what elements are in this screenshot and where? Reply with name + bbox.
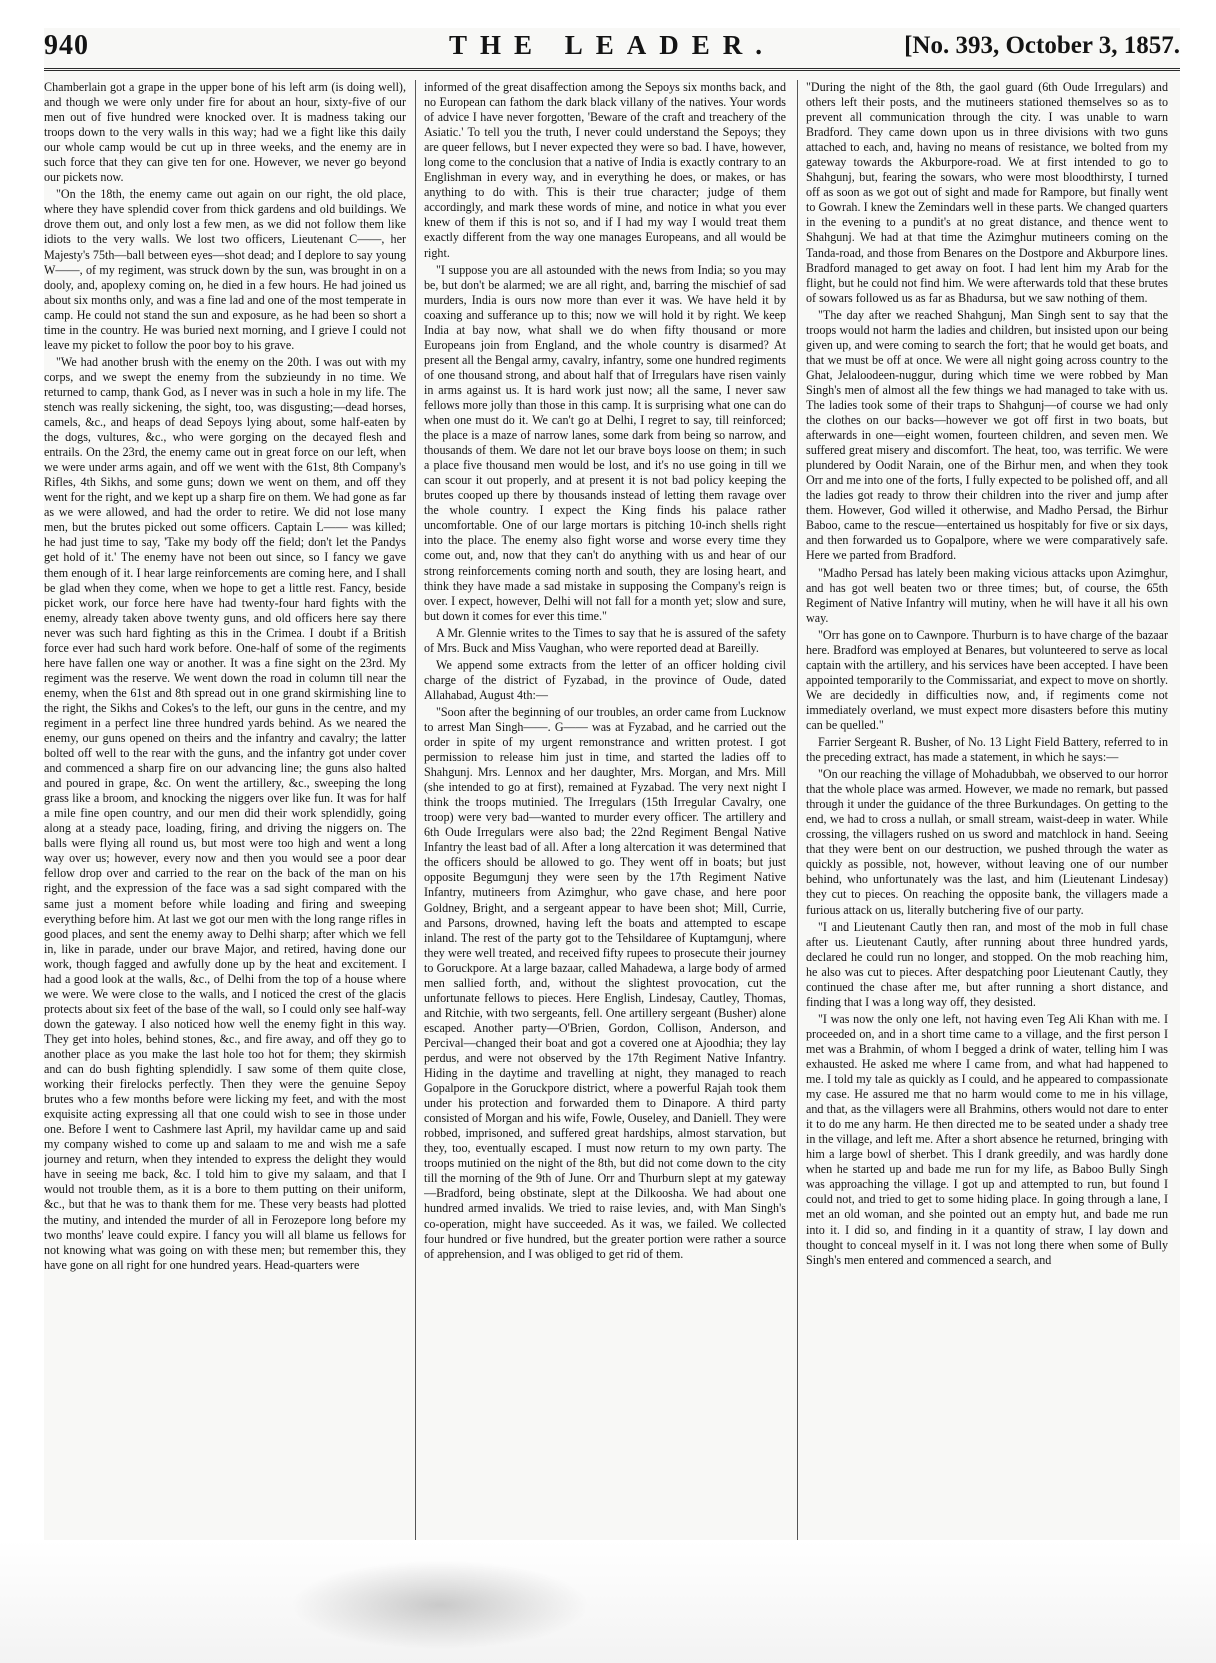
- article-paragraph: A Mr. Glennie writes to the Times to say that he is assured of the safety of Mrs. Buck and Miss Vaughan, who were reported dead at Bareilly.: [424, 625, 786, 655]
- article-paragraph: Chamberlain got a grape in the upper bone of his left arm (is doing well), and though we were only under fire for about an hour, sixty-five of our men out of five hundred were knocked over. It is madness taking our troops down to the very walls in this way; had we a fight like this daily our whole camp would be cut up in three weeks, and the enemy are in such force that they can give ten for one. However, we never go beyond our pickets now.: [44, 80, 406, 185]
- column-2: [424, 80, 786, 1546]
- column-divider: [415, 80, 416, 1546]
- ink-smudge: [290, 1560, 590, 1650]
- article-paragraph: "I and Lieutenant Cautly then ran, and most of the mob in full chase after us. Lieutenant Cautly, after running about three hundred yards, declared he could run no longer, and stopped. On the mob reaching him, he also was cut to pieces. After despatching poor Lieutenant Cautly, they continued the chase after me, but after running a short distance, and finding that I was a long way off, they desisted.: [806, 919, 1168, 1009]
- article-paragraph: "During the night of the 8th, the gaol guard (6th Oude Irregulars) and others left their posts, and the mutineers stationed themselves so as to prevent all communication through the city. I was unable to warn Bradford. They came down upon us in three divisions with two guns attached to each, and, having no means of resistance, we bolted from my gateway towards the Akburpore-road. We at first intended to go to Shahgunj, but, fearing the sowars, who were most bloodthirsty, I turned off as soon as we got out of sight and made for Rampore, but finally went to Gowrah. I knew the Zemindars well in these parts. We changed quarters in the evening to a pundit's at no great distance, and thence went to Shahgunj. We had at that time the Azimghur mutineers coming on the Tanda-road, and those from Benares on the Dostpore and Akburpore lines. Bradford managed to get away on foot. I had lent him my Arab for the flight, but he could not find him. We were afterwards told that these brutes of sowars followed us as far as Bhadursa, but we saw nothing of them.: [806, 80, 1168, 305]
- article-paragraph: "On the 18th, the enemy came out again on our right, the old place, where they have splendid cover from thick gardens and old buildings. We drove them out, and only lost a few men, as we did not follow them like idiots to the very walls. We lost two officers, Lieutenant C——, her Majesty's 75th—ball between eyes—shot dead; and I deplore to say young W——, of my regiment, was struck down by the sun, was brought in on a dooly, and, apoplexy coming on, he died in a few hours. He had joined us about six months only, and was a fine lad and one of the most temperate in camp. He could not stand the sun and exposure, as he had been so short a time in the country. He was buried next morning, and I grieve I could not leave my picket to follow the poor boy to his grave.: [44, 187, 406, 352]
- article-paragraph: Farrier Sergeant R. Busher, of No. 13 Light Field Battery, referred to in the preceding extract, has made a statement, in which he says:—: [806, 735, 1168, 765]
- article-paragraph: "The day after we reached Shahgunj, Man Singh sent to say that the troops would not harm the ladies and children, but insisted upon our being given up, and were coming to search the fort; that he would get boats, and that we must be off at once. We were all night going across country to the Ghat, Jelaloodeen-nuggur, during which time we were robbed by Man Singh's men of almost all the few things we had managed to take with us. The ladies took some of their traps to Shahgunj—of course we had only the clothes on our backs—however we got off first in two boats, but afterwards in one—eight women, fourteen children, and seven men. We suffered great misery and discomfort. The heat, too, was terrific. We were plundered by Oodit Narain, one of the Birhur men, and when they took Orr and me into one of the forts, I fully expected to be polished off, and all the ladies got ready to throw their children into the river and jump after them. However, God willed it otherwise, and Madho Persad, the Birhur Baboo, came to the rescue—entertained us hospitably for five or six days, and then forwarded us to Gopalpore, where we were comparatively safe. Here we parted from Bradford.: [806, 307, 1168, 563]
- article-paragraph: "On our reaching the village of Mohadubbah, we observed to our horror that the whole place was armed. However, we made no remark, but passed through it under the guidance of the three Burkundages. On getting to the end, we had to cross a nullah, or small stream, waist-deep in water. While crossing, the villagers rushed on us sword and matchlock in hand. Seeing that they were bent on our destruction, we pushed through the water as quickly as possible, not, however, without leaving one of our number behind, who unfortunately was the last, and him (Lieutenant Lindesay) they cut to pieces. On reaching the opposite bank, the villagers made a furious attack on us, literally butchering five of our party.: [806, 767, 1168, 917]
- page-margin: [0, 1540, 1216, 1663]
- newspaper-title: THE LEADER.: [448, 30, 776, 60]
- masthead: [44, 28, 1180, 71]
- page-number: 940: [44, 30, 89, 61]
- article-paragraph: "Orr has gone on to Cawnpore. Thurburn is to have charge of the bazaar here. Bradford was employed at Benares, but volunteered to serve as local captain with the artillery, and his services have been accepted. I have been appointed temporarily to the Commissariat, and expect to move on shortly. We are decidedly in difficulties now, and, if regiments come not immediately overland, we must expect more disasters before this mutiny can be quelled.": [806, 627, 1168, 732]
- article-columns: [44, 80, 1180, 1548]
- column-divider: [797, 80, 798, 1546]
- article-paragraph: "We had another brush with the enemy on the 20th. I was out with my corps, and we swept the enemy from the subzieundy in no time. We returned to camp, thank God, as I never was in such a hole in my life. The stench was really sickening, the sight, too, was disgusting;—dead horses, camels, &c., and heaps of dead Sepoys lying about, some half-eaten by the dogs, vultures, &c., who were gorging on the decayed flesh and entrails. On the 23rd, the enemy came out in great force on our left, when we were under arms again, and off we went with the 61st, 8th Company's Rifles, 4th Sikhs, and some guns; down we went on them, and off they went for the right, and we kept up a sharp fire on them. We had gone as far as we were allowed, and had the order to retire. We did not lose many men, but the brutes picked out some officers. Captain L—— was killed; he had just time to say, 'Take my body off the field; don't let the Pandys get hold of it.' The enemy have not been out since, so I fancy we gave them enough of it. I hear large reinforcements are coming here, and I shall be glad when they come, when we hope to get a little rest. Fancy, beside picket work, our force here have had twenty-four hard fights with the enemy, already taken above twenty guns, and old officers here say there never was such hard fighting as this in the Crimea. I doubt if a British force ever had such hard work before. One-half of some of the regiments here have fallen one way or another. It was a fine sight on the 23rd. My regiment was the reserve. We went down the road in column till near the enemy, when the 61st and 8th spread out in one grand skirmishing line to the right, the Sikhs and Cokes's to the left, our guns in the centre, and my regiment in a perfect line three hundred yards behind. As we neared the enemy, our guns opened on theirs and the infantry and cavalry; the latter bolted off well to the rear with the guns, and the infantry got under cover and commenced a sharp fire on our advancing line; the guns also halted and poured in grape, &c. On went the artillery, &c., sweeping the long grass like a broom, and knocking the niggers over like fun. It was for half a mile fine open country, and our men did their work splendidly, going along at a steady pace, loading, firing, and driving the niggers on. The balls were flying all round us, but most were too high and went a long way over us; however, every now and then you would see a poor dear fellow drop over and carried to the rear on the back of the man on his right, and the expression of the face was a sad sight compared with the same just a moment before while loading and firing and sweeping everything before him. At last we got our men with the long range rifles in good places, and sent the enemy away to Delhi sharp; after which we fell in, like in parade, under our brave Major, and retired, having done our work, though fagged and awfully done up by the heat and excitement. I had a good look at the walls, &c., of Delhi from the top of a house where we were. We were close to the walls, and I noticed the crest of the glacis protects about six feet of the base of the wall, so I could only see half-way down the gateway. I also noticed how well the enemy fight in this way. They get into holes, behind stones, &c., and fire away, and off they go to another place as you make the last hole too hot for them; they skirmish and can do bush fighting splendidly. I saw some of them quite close, working their firelocks perfectly. Then they were the genuine Sepoy brutes who a few months before were licking my feet, and with the most exquisite acting expressing all that one could wish to see in those under one. Before I went to Cashmere last April, my havildar came up and said my company wished to come up and salaam to me and wish me a safe journey and return, when they intended to express the delight they would have in seeing me back, &c. I told him to give my salaam, and that I would not trouble them, as it is a bore to them putting on their uniform, &c., but that he was to thank them for me. These very beasts had plotted the mutiny, and intended the murder of all in Ferozepore long before my two months' leave could expire. I fancy you will all blame us fellows for not knowing what was going on with these men; but remember this, they have gone on all right for one hundred years. Head-quarters were: [44, 354, 406, 1272]
- issue-info: [No. 393, October 3, 1857.: [904, 32, 1180, 59]
- article-paragraph: "Soon after the beginning of our troubles, an order came from Lucknow to arrest Man Singh——. G—— was at Fyzabad, and he carried out the order in spite of my urgent remonstrance and written protest. I got permission to release him just in time, and started the ladies off to Shahgunj. Mrs. Lennox and her daughter, Mrs. Morgan, and Mrs. Mill (she intended to go at first), remained at Fyzabad. The very next night I think the troops mutinied. The Irregulars (15th Irregular Cavalry, one troop) were very bad—wanted to murder every officer. The artillery and 6th Oude Irregulars were also bad; the 22nd Regiment Bengal Native Infantry the least bad of all. After a long altercation it was determined that the officers should be allowed to go. They went off in boats; but just opposite Begumgunj they were seen by the 17th Regiment Native Infantry, mutineers from Azimghur, who gave chase, and here poor Goldney, Bright, and a sergeant appear to have been shot; Mill, Currie, and Parsons, drowned, having left the boats and attempted to escape inland. The rest of the party got to the Tehsildaree of Kuptamgunj, where they were well treated, and received fifty rupees to prosecute their journey to Goruckpore. At a large bazaar, called Mahadewa, a large body of armed men sallied forth, and, without the slightest provocation, cut the unfortunate fellows to pieces. Here English, Lindesay, Cautley, Thomas, and Ritchie, with two sergeants, fell. One artillery sergeant (Busher) alone escaped. Another party—O'Brien, Gordon, Collison, Anderson, and Percival—changed their boat and got a covered one at Ajoodhia; they lay perdus, and were not observed by the 17th Regiment Native Infantry. Hiding in the daytime and travelling at night, they managed to reach Gopalpore in the Goruckpore district, where a powerful Rajah took them under his protection and forwarded them to Dinapore. A third party consisted of Morgan and his wife, Fowle, Ouseley, and Daniell. They were robbed, imprisoned, and suffered great hardships, almost starvation, but they, too, eventually escaped. I must now return to my own party. The troops mutinied on the night of the 8th, but did not come down to the city till the morning of the 9th of June. Orr and Thurburn slept at my gateway—Bradford, being obstinate, slept at the Dilkoosha. We had about one hundred armed invalids. We tried to raise levies, and, with Man Singh's co-operation, might have succeeded. As it was, we failed. We collected four hundred or five hundred, but the greater portion were rather a source of apprehension, and I was obliged to get rid of them.: [424, 704, 786, 1261]
- article-paragraph: We append some extracts from the letter of an officer holding civil charge of the district of Fyzabad, in the province of Oude, dated Allahabad, August 4th:—: [424, 657, 786, 702]
- article-paragraph: informed of the great disaffection among the Sepoys six months back, and no European can fathom the dark black villany of the natives. Your words of advice I have never forgotten, 'Beware of the craft and treachery of the Asiatic.' To tell you the truth, I never could understand the Sepoys; they are queer fellows, but I never expected they were so bad. I have, however, long come to the conclusion that a native of India is exactly contrary to an Englishman in every way, and in everything he does, or makes, or has anything to do with. This is their true character; judge of them accordingly, and mark these words of mine, and notice in what you ever knew of them if this is not so, and if I had my way I would treat them exactly different from the way one manages Europeans, and all would be right.: [424, 80, 786, 260]
- newspaper-page: [44, 28, 1180, 1548]
- column-3: [806, 80, 1168, 1546]
- article-paragraph: "I suppose you are all astounded with the news from India; so you may be, but don't be alarmed; we are all right, and, barring the mischief of sad murders, India is ours now more than ever it was. We have held it by coaxing and sufferance up to this; now we will hold it by right. We keep India at bay now, what shall we do when fifty thousand or more Europeans join from England, and the whole country is disarmed? At present all the Bengal army, cavalry, infantry, some one hundred regiments of one thousand strong, and about half that of Irregulars have risen vainly in arms against us. It is hard work just now; all the same, I never saw fellows more jolly than those in this camp. It is surprising what one can do when one must do it. We can't go at Delhi, I regret to say, till reinforced; the place is a maze of narrow lanes, some dark from being so narrow, and thousands of them. We dare not let our brave boys loose on them; in such a place five thousand men would be lost, and it's no use going in till we can scour it out properly, and at present it is not bad policy keeping the brutes cooped up there by thousands instead of letting them ravage over the whole country. I expect the King finds his palace rather uncomfortable. One of our large mortars is pitching 10-inch shells right into the place. The enemy also fight worse and worse every time they come out, and, now that they can't do anything with us and hear of our strong reinforcements coming north and south, they are losing heart, and think they have made a sad mistake in supposing the Company's reign is over. I expect, however, Delhi will not fall for a month yet; slow and sure, but down it comes for ever this time.": [424, 262, 786, 623]
- article-paragraph: "I was now the only one left, not having even Teg Ali Khan with me. I proceeded on, and in a short time came to a village, and the first person I met was a Brahmin, of whom I begged a drink of water, telling him I was exhausted. He asked me where I came from, and what had happened to me. I told my tale as quickly as I could, and he appeared to compassionate my case. He assured me that no harm would come to me in his village, and that, as the villagers were all Brahmins, others would not dare to enter it to do me any harm. He then directed me to be seated under a shady tree in the village, and left me. After a short absence he returned, bringing with him a large bowl of sherbet. This I drank greedily, and was hardly done when he started up and bade me run for my life, as Baboo Bully Singh was approaching the village. I got up and attempted to run, but found I could not, and tried to get to some hiding place. In going through a lane, I met an old woman, and she pointed out an empty hut, and bade me run into it. I did so, and finding in it a quantity of straw, I lay down and thought to conceal myself in it. I was not long there when some of Bully Singh's men entered and commenced a search, and: [806, 1011, 1168, 1267]
- column-1: [44, 80, 406, 1546]
- article-paragraph: "Madho Persad has lately been making vicious attacks upon Azimghur, and has got well beaten two or three times; but, of course, the 65th Regiment of Native Infantry will mutiny, when he will have it all his own way.: [806, 565, 1168, 625]
